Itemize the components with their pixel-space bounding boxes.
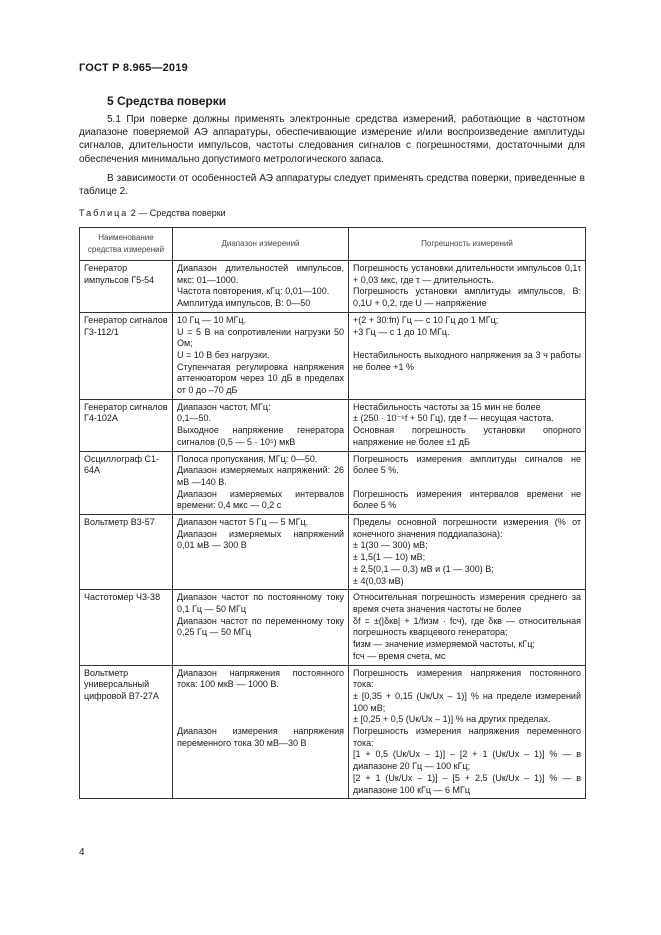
- error-line: ± 2,5(0,1 — 0,3) мВ и (1 — 300) В;: [353, 563, 494, 574]
- range-line: Диапазон частот, МГц:: [177, 401, 271, 412]
- error-cell: [349, 665, 586, 799]
- header-name-line-2: средства измерений: [87, 245, 165, 254]
- table-row: [80, 665, 586, 799]
- table-caption: [79, 208, 226, 218]
- error-line: Погрешность установки длительности импульсов 0,1τ + 0,03 мкс, где τ — длительность.: [353, 263, 584, 285]
- error-line: Пределы основной погрешности измерения (% от конечного значения поддиапазона):: [353, 517, 584, 539]
- range-cell: [173, 451, 349, 515]
- range-line: Диапазон измерения напряжения переменного тока 30 мВ—30 В: [177, 725, 347, 748]
- error-line: ± 1,5(1 — 10) мВ;: [353, 552, 426, 563]
- instrument-name-cell: Генератор импульсов Г5-54: [80, 261, 173, 313]
- page-number: 4: [79, 847, 85, 858]
- table-row: [80, 312, 586, 399]
- table-row: [80, 515, 586, 590]
- error-line: ± [0,25 + 0,5 (Uк/Uх – 1)] % на других пределах.: [353, 714, 551, 725]
- header-measurement-error: Погрешность измерений: [349, 228, 586, 261]
- range-cell: [173, 399, 349, 451]
- range-cell: [173, 665, 349, 799]
- error-line: Основная погрешность установки опорного напряжение не более ±1 дБ: [353, 425, 584, 447]
- error-line: Относительная погрешность измерения среднего за время счета значения частоты не более: [353, 592, 584, 614]
- error-line: Нестабильность выходного напряжения за 3 ч работы не более +1 %: [353, 349, 584, 372]
- table-caption-label: Таблица: [79, 208, 129, 218]
- instrument-name-cell: Частотомер Ч3-38: [80, 590, 173, 665]
- verification-tools-table: [79, 227, 586, 799]
- range-line: Диапазон длительностей импульсов, мкс: 01—1000.: [177, 263, 347, 285]
- table-row: [80, 261, 586, 313]
- error-line: [1 + 0,5 (Uк/Uх – 1)] – [2 + 1 (Uк/Uх – 1)] % — в диапазоне 20 Гц — 100 кГц;: [353, 749, 584, 772]
- error-line: ± (250 · 10⁻⁶f + 50 Гц), где f — несущая частота.: [353, 413, 554, 424]
- error-cell: [349, 399, 586, 451]
- table-header-row: [80, 228, 586, 261]
- error-line: +3 Гц — с 1 до 10 МГц.: [353, 326, 450, 337]
- section-title: 5 Средства поверки: [107, 94, 227, 108]
- range-line: Частота повторения, кГц: 0,01—100.: [177, 286, 330, 297]
- instrument-name-cell: Генератор сигналов Г3-112/1: [80, 312, 173, 399]
- error-spacer: [353, 338, 581, 350]
- instrument-name-cell: Осциллограф С1-64А: [80, 451, 173, 515]
- range-line: Диапазон частот по постоянному току 0,1 Гц — 50 МГц: [177, 592, 347, 614]
- document-id-header: ГОСТ Р 8.965—2019: [79, 62, 188, 74]
- range-cell: [173, 261, 349, 313]
- error-cell: [349, 451, 586, 515]
- paragraph-5-1: [79, 113, 585, 166]
- range-cell: [173, 515, 349, 590]
- instrument-name-cell: Генератор сигналов Г4-102А: [80, 399, 173, 451]
- range-line: U = 5 В на сопротивлении нагрузки 50 Ом;: [177, 326, 347, 349]
- paragraph-table-reference: [79, 172, 585, 198]
- error-line: fсч — время счета, мс: [353, 650, 446, 661]
- range-line: Диапазон частот 5 Гц — 5 МГц.: [177, 517, 309, 528]
- header-name-line-1: Наименование: [98, 233, 154, 243]
- error-cell: [349, 515, 586, 590]
- range-line: 10 Гц — 10 МГц.: [177, 314, 247, 325]
- error-line: ± [0,35 + 0,15 (Uк/Uх – 1)] % на пределе измерений 100 мВ;: [353, 690, 584, 713]
- error-line: +(2 + 30:fп) Гц — с 10 Гц до 1 МГц;: [353, 314, 499, 325]
- error-cell: [349, 261, 586, 313]
- error-cell: [349, 590, 586, 665]
- error-line: Погрешность установки амплитуды импульсов, В: 0,1U + 0,2, где U — напряжение: [353, 286, 584, 309]
- error-line: ± 1(30 — 300) мВ;: [353, 540, 428, 551]
- range-line: Диапазон измеряемых напряжений 0,01 мВ — 300 В: [177, 528, 347, 551]
- paragraph-5-1-text: 5.1 При поверке должны применять электронные средства измерений, работающие в частотном диапазоне поверяемой АЭ аппаратуры, обеспечивающие измерение и/или воспроизведение амплитуды сигналов, длительности импульсов, частоты следования сигналов с погрешностями, достаточными для обеспечения минимально допустимого метрологического запаса.: [79, 114, 585, 165]
- error-cell: [349, 312, 586, 399]
- range-spacer: [177, 703, 344, 715]
- range-line: U = 10 В без нагрузки.: [177, 349, 270, 360]
- range-line: Диапазон измеряемых напряжений: 26 мВ —140 В.: [177, 465, 347, 487]
- range-cell: [173, 590, 349, 665]
- error-line: Погрешность измерения напряжения переменного тока:: [353, 726, 584, 748]
- error-line: ± 4(0,03 мВ): [353, 575, 404, 586]
- error-line: δf = ±(|δкв| + 1/fизм · fсч), где δкв — относительная погрешность кварцевого генератора;: [353, 615, 584, 638]
- table-row: [80, 399, 586, 451]
- error-line: [2 + 1 (Uк/Uх – 1)] – [5 + 2,5 (Uк/Uх – 1)] % — в диапазоне 100 кГц — 6 МГц: [353, 772, 584, 795]
- range-line: Диапазон напряжения постоянного тока: 100 мкВ — 1000 В.: [177, 667, 347, 690]
- instrument-name-cell: Вольтметр универсальный цифровой В7-27А: [80, 665, 173, 799]
- table-caption-text: 2 — Средства поверки: [128, 208, 226, 218]
- table-row: [80, 590, 586, 665]
- error-line: Нестабильность частоты за 15 мин не более: [353, 401, 541, 412]
- error-line: Погрешность измерения амплитуды сигналов не более 5 %.: [353, 453, 584, 476]
- range-line: Ступенчатая регулировка напряжения аттенюатором через 10 дБ в пределах от 0 до –70 дБ: [177, 361, 347, 396]
- range-cell: [173, 312, 349, 399]
- range-spacer: [177, 714, 344, 726]
- error-line: Погрешность измерения интервалов времени не более 5 %: [353, 488, 584, 511]
- header-instrument-name: [80, 228, 173, 261]
- range-spacer: [177, 691, 344, 703]
- range-line: Полоса пропускания, МГц: 0—50.: [177, 453, 318, 464]
- header-measurement-range: Диапазон измерений: [173, 228, 349, 261]
- error-line: Погрешность измерения напряжения постоянного тока:: [353, 667, 584, 690]
- error-line: fизм — значение измеряемой частоты, кГц;: [353, 639, 535, 650]
- range-line: Амплитуда импульсов, В: 0—50: [177, 298, 311, 309]
- error-spacer: [353, 477, 581, 489]
- instrument-name-cell: Вольтметр В3-57: [80, 515, 173, 590]
- range-line: Диапазон измеряемых интервалов времени: 0,4 мкс — 0,2 с: [177, 488, 347, 511]
- range-line: Диапазон частот по переменному току 0,25 Гц — 50 МГц: [177, 615, 347, 638]
- table-row: [80, 451, 586, 515]
- paragraph-table-reference-text: В зависимости от особенностей АЭ аппаратуры следует применять средства поверки, приведенные в таблице 2.: [79, 173, 585, 198]
- range-line: 0,1—50.: [177, 413, 212, 424]
- range-line: Выходное напряжение генератора сигналов (0,5 — 5 · 10⁵) мкВ: [177, 425, 347, 447]
